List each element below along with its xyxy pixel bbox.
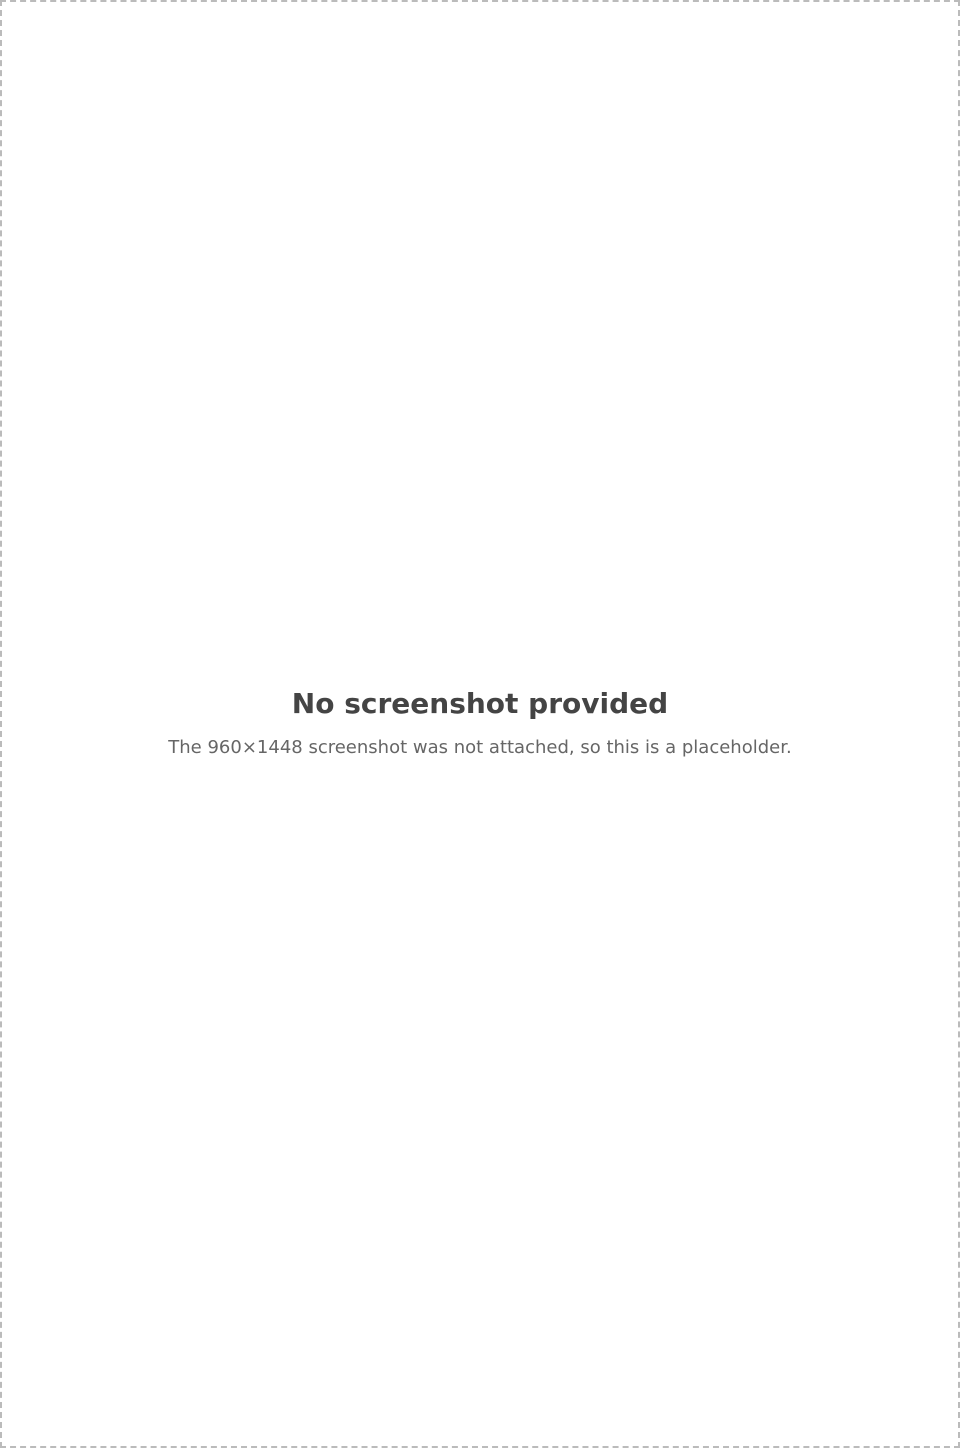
placeholder-title: No screenshot provided (291, 687, 669, 720)
placeholder-message: The 960×1448 screenshot was not attached, so this is a placeholder. (168, 737, 792, 758)
